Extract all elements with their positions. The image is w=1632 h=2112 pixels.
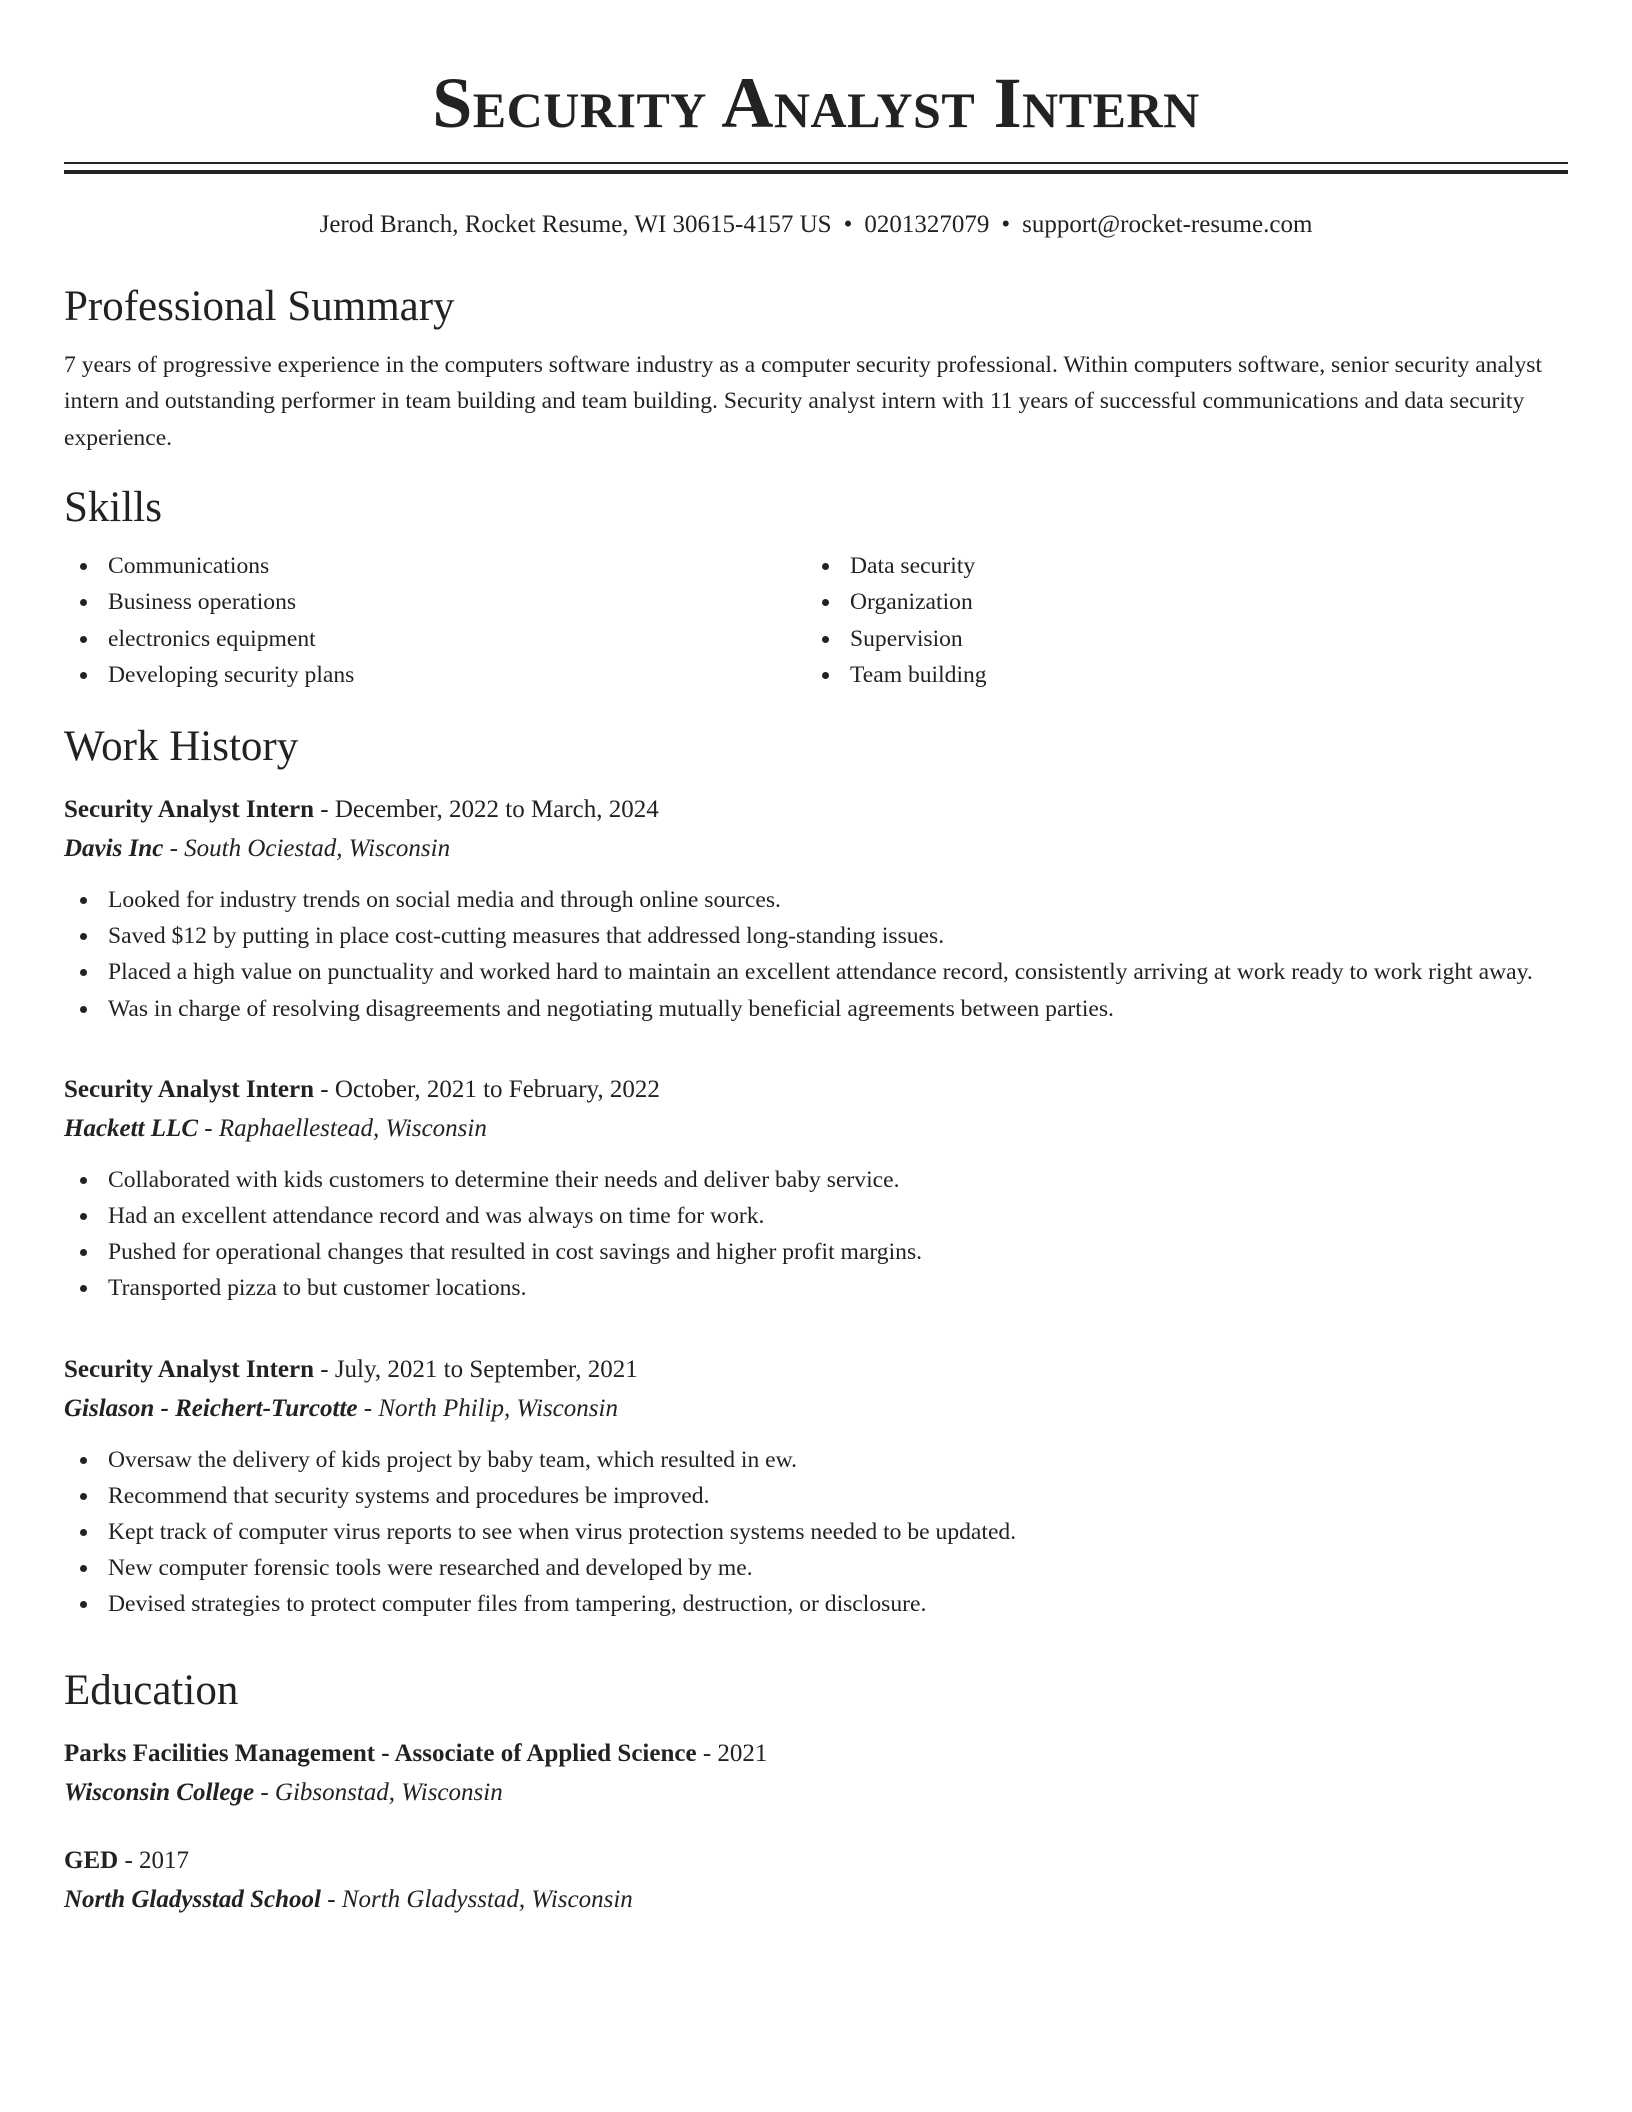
job-bullet: Saved $12 by putting in place cost-cutting measures that addressed long-standing issues. (64, 918, 1568, 954)
job-title-line (64, 1071, 1568, 1109)
job-bullet: Kept track of computer virus reports to see when virus protection systems needed to be updated. (64, 1514, 1568, 1550)
job-bullet: Transported pizza to but customer locations. (64, 1270, 1568, 1306)
skill-item: Communications (64, 548, 806, 584)
degree-line (64, 1842, 1568, 1880)
title-divider-thin (64, 162, 1568, 164)
title-divider-thick (64, 170, 1568, 174)
skill-item: Business operations (64, 584, 806, 620)
job-dates: - October, 2021 to February, 2022 (314, 1075, 660, 1103)
degree-line (64, 1735, 1568, 1773)
employer-name: Davis Inc (64, 835, 164, 863)
bullet-icon (822, 636, 829, 643)
job-title: Security Analyst Intern (64, 796, 314, 824)
summary-text: 7 years of progressive experience in the computers software industry as a computer security professional. Within computers software, senior security analyst intern and outstanding performer in team building and team building. Security analyst intern with 11 years of successful communications and data security experience. (64, 352, 1543, 451)
skill-item: Organization (806, 584, 1548, 620)
bullet-icon (80, 1006, 87, 1013)
bullet-icon (80, 1285, 87, 1292)
employer-location: - South Ociestad, Wisconsin (163, 835, 451, 863)
bullet-icon (80, 1213, 87, 1220)
skill-item: electronics equipment (64, 621, 806, 657)
contact-separator: • (843, 211, 853, 238)
skills-list-left (64, 548, 806, 693)
resume-title: Security Analyst Intern (432, 63, 1200, 143)
job-bullets (64, 882, 1568, 1027)
job-bullet: Looked for industry trends on social media and through online sources. (64, 882, 1568, 918)
bullet-icon (80, 636, 87, 643)
job-bullet: Oversaw the delivery of kids project by baby team, which resulted in ew. (64, 1442, 1568, 1478)
bullet-icon (822, 672, 829, 679)
bullet-icon (80, 1601, 87, 1608)
job-title-line (64, 1351, 1568, 1389)
degree-year: - 2017 (118, 1846, 190, 1874)
bullet-icon (80, 1457, 87, 1464)
bullet-icon (80, 1249, 87, 1256)
job-bullet: New computer forensic tools were researched and developed by me. (64, 1550, 1568, 1586)
employer-location: - Raphaellestead, Wisconsin (198, 1114, 487, 1142)
contact-separator: • (1001, 211, 1011, 238)
education-entry (64, 1735, 1568, 1812)
bullet-icon (80, 599, 87, 606)
bullet-icon (80, 1565, 87, 1572)
skill-item: Team building (806, 657, 1548, 693)
school-name: Wisconsin College (64, 1778, 255, 1806)
bullet-icon (80, 897, 87, 904)
job-title-line (64, 791, 1568, 829)
employer-line (64, 830, 1568, 868)
skills-grid (64, 548, 1568, 693)
job-title: Security Analyst Intern (64, 1355, 314, 1383)
school-line (64, 1881, 1568, 1919)
school-location: - Gibsonstad, Wisconsin (254, 1778, 503, 1806)
bullet-icon (80, 1177, 87, 1184)
work-history-heading: Work History (64, 723, 299, 771)
bullet-icon (822, 563, 829, 570)
employer-name: Gislason - Reichert-Turcotte (64, 1394, 358, 1422)
job-entry (64, 791, 1568, 1027)
job-bullet: Recommend that security systems and procedures be improved. (64, 1478, 1568, 1514)
bullet-icon (822, 599, 829, 606)
education-entry (64, 1842, 1568, 1919)
job-bullets (64, 1162, 1568, 1307)
skills-heading: Skills (64, 484, 162, 532)
contact-address: Jerod Branch, Rocket Resume, WI 30615-4157 US (319, 211, 832, 238)
degree-year: - 2021 (696, 1739, 768, 1767)
job-bullet: Was in charge of resolving disagreements and negotiating mutually beneficial agreements between parties. (64, 991, 1568, 1027)
employer-name: Hackett LLC (64, 1114, 198, 1142)
bullet-icon (80, 969, 87, 976)
employer-location: - North Philip, Wisconsin (357, 1394, 618, 1422)
bullet-icon (80, 1493, 87, 1500)
skill-item: Data security (806, 548, 1548, 584)
job-dates: - December, 2022 to March, 2024 (314, 796, 659, 824)
contact-phone: 0201327079 (864, 211, 990, 238)
skills-list-right (806, 548, 1548, 693)
school-line (64, 1774, 1568, 1812)
job-bullet: Collaborated with kids customers to determine their needs and deliver baby service. (64, 1162, 1568, 1198)
degree-name: Parks Facilities Management - Associate of Applied Science (64, 1739, 697, 1767)
bullet-icon (80, 563, 87, 570)
job-entry (64, 1071, 1568, 1307)
skill-item: Supervision (806, 621, 1548, 657)
skill-item: Developing security plans (64, 657, 806, 693)
job-bullet: Placed a high value on punctuality and worked hard to maintain an excellent attendance record, consistently arriving at work ready to work right away. (64, 954, 1568, 990)
job-bullets (64, 1442, 1568, 1623)
employer-line (64, 1110, 1568, 1148)
contact-email: support@rocket-resume.com (1022, 211, 1313, 238)
contact-line (64, 209, 1568, 241)
employer-line (64, 1390, 1568, 1428)
education-heading: Education (64, 1666, 239, 1714)
bullet-icon (80, 1529, 87, 1536)
summary-heading: Professional Summary (64, 283, 455, 330)
job-title: Security Analyst Intern (64, 1075, 314, 1103)
bullet-icon (80, 933, 87, 940)
job-bullet: Had an excellent attendance record and was always on time for work. (64, 1198, 1568, 1234)
job-entry (64, 1351, 1568, 1623)
degree-name: GED (64, 1846, 119, 1874)
school-name: North Gladysstad School (64, 1885, 321, 1913)
job-dates: - July, 2021 to September, 2021 (314, 1355, 638, 1383)
job-bullet: Pushed for operational changes that resulted in cost savings and higher profit margins. (64, 1234, 1568, 1270)
job-bullet: Devised strategies to protect computer files from tampering, destruction, or disclosure. (64, 1586, 1568, 1622)
school-location: - North Gladysstad, Wisconsin (320, 1885, 633, 1913)
bullet-icon (80, 672, 87, 679)
